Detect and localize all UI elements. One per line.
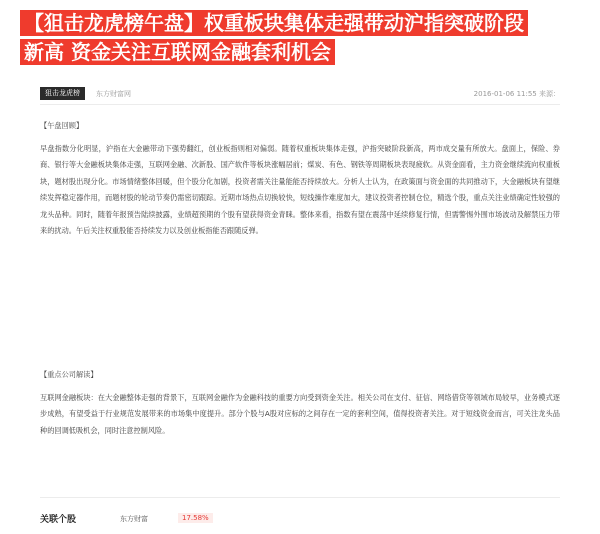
related-stocks — [40, 510, 560, 526]
article-title — [20, 10, 580, 68]
publish-time-value: 2016-01-06 11:55 — [473, 90, 537, 98]
source-tag[interactable]: 狙击龙虎榜 — [40, 87, 85, 100]
author-name[interactable]: 东方财富网 — [96, 90, 131, 98]
related-stock-name[interactable]: 东方财富 — [120, 515, 148, 523]
source-label: 来源： — [539, 90, 560, 98]
paragraph-companies: 互联网金融板块：在大金融整体走强的背景下，互联网金融作为金融科技的重要方向受到资金关注。相关公司在支付、征信、网络借贷等领域布局较早，业务模式逐步成熟，有望受益于行业规范发展带来的市场集中度提升。部分个股与A股对应标的之间存在一定的套利空间，值得投资者关注。对于短线资金而言，可关注龙头品种的回调低吸机会，同时注意控制风险。 — [40, 392, 560, 435]
article-body — [40, 118, 560, 240]
divider — [40, 104, 560, 105]
section-heading-review: 【午盘回顾】 — [40, 121, 84, 130]
divider — [40, 497, 560, 498]
related-stock-change[interactable]: 17.58% — [178, 513, 213, 523]
article-title-line-2: 新高 资金关注互联网金融套利机会 — [20, 39, 335, 65]
article-title-line-1: 【狙击龙虎榜午盘】权重板块集体走强带动沪指突破阶段 — [20, 10, 528, 36]
article-meta — [40, 84, 560, 102]
related-stocks-label: 关联个股 — [40, 515, 77, 525]
paragraph-review: 早盘指数分化明显，沪指在大金融带动下强势翻红，创业板指则相对偏弱。随着权重板块集体走强，沪指突破阶段新高，两市成交量有所放大。盘面上，保险、券商、银行等大金融板块集体走强，互联网金融、次新股、国产软件等板块涨幅居前；煤炭、有色、钢铁等周期板块表现疲软。从资金面看，主力资金继续流向权重板块，题材股出现分化。市场情绪整体回暖，但个股分化加剧，投资者需关注量能能否持续放大。分析人士认为，在政策面与资金面的共同推动下，大金融板块有望继续发挥稳定器作用，而题材股的轮动节奏仍需密切跟踪。近期市场热点切换较快，短线操作难度加大，建议投资者控制仓位，精选个股，重点关注业绩确定性较强的龙头品种。同时，随着年报预告陆续披露，业绩超预期的个股有望获得资金青睐。整体来看，指数有望在震荡中延续修复行情，但需警惕外围市场波动及解禁压力带来的扰动。午后关注权重股能否持续发力以及创业板指能否跟随反弹。 — [40, 143, 560, 235]
section-heading-companies: 【重点公司解读】 — [40, 370, 98, 379]
article-section-companies — [40, 367, 560, 439]
publish-time — [474, 89, 560, 99]
